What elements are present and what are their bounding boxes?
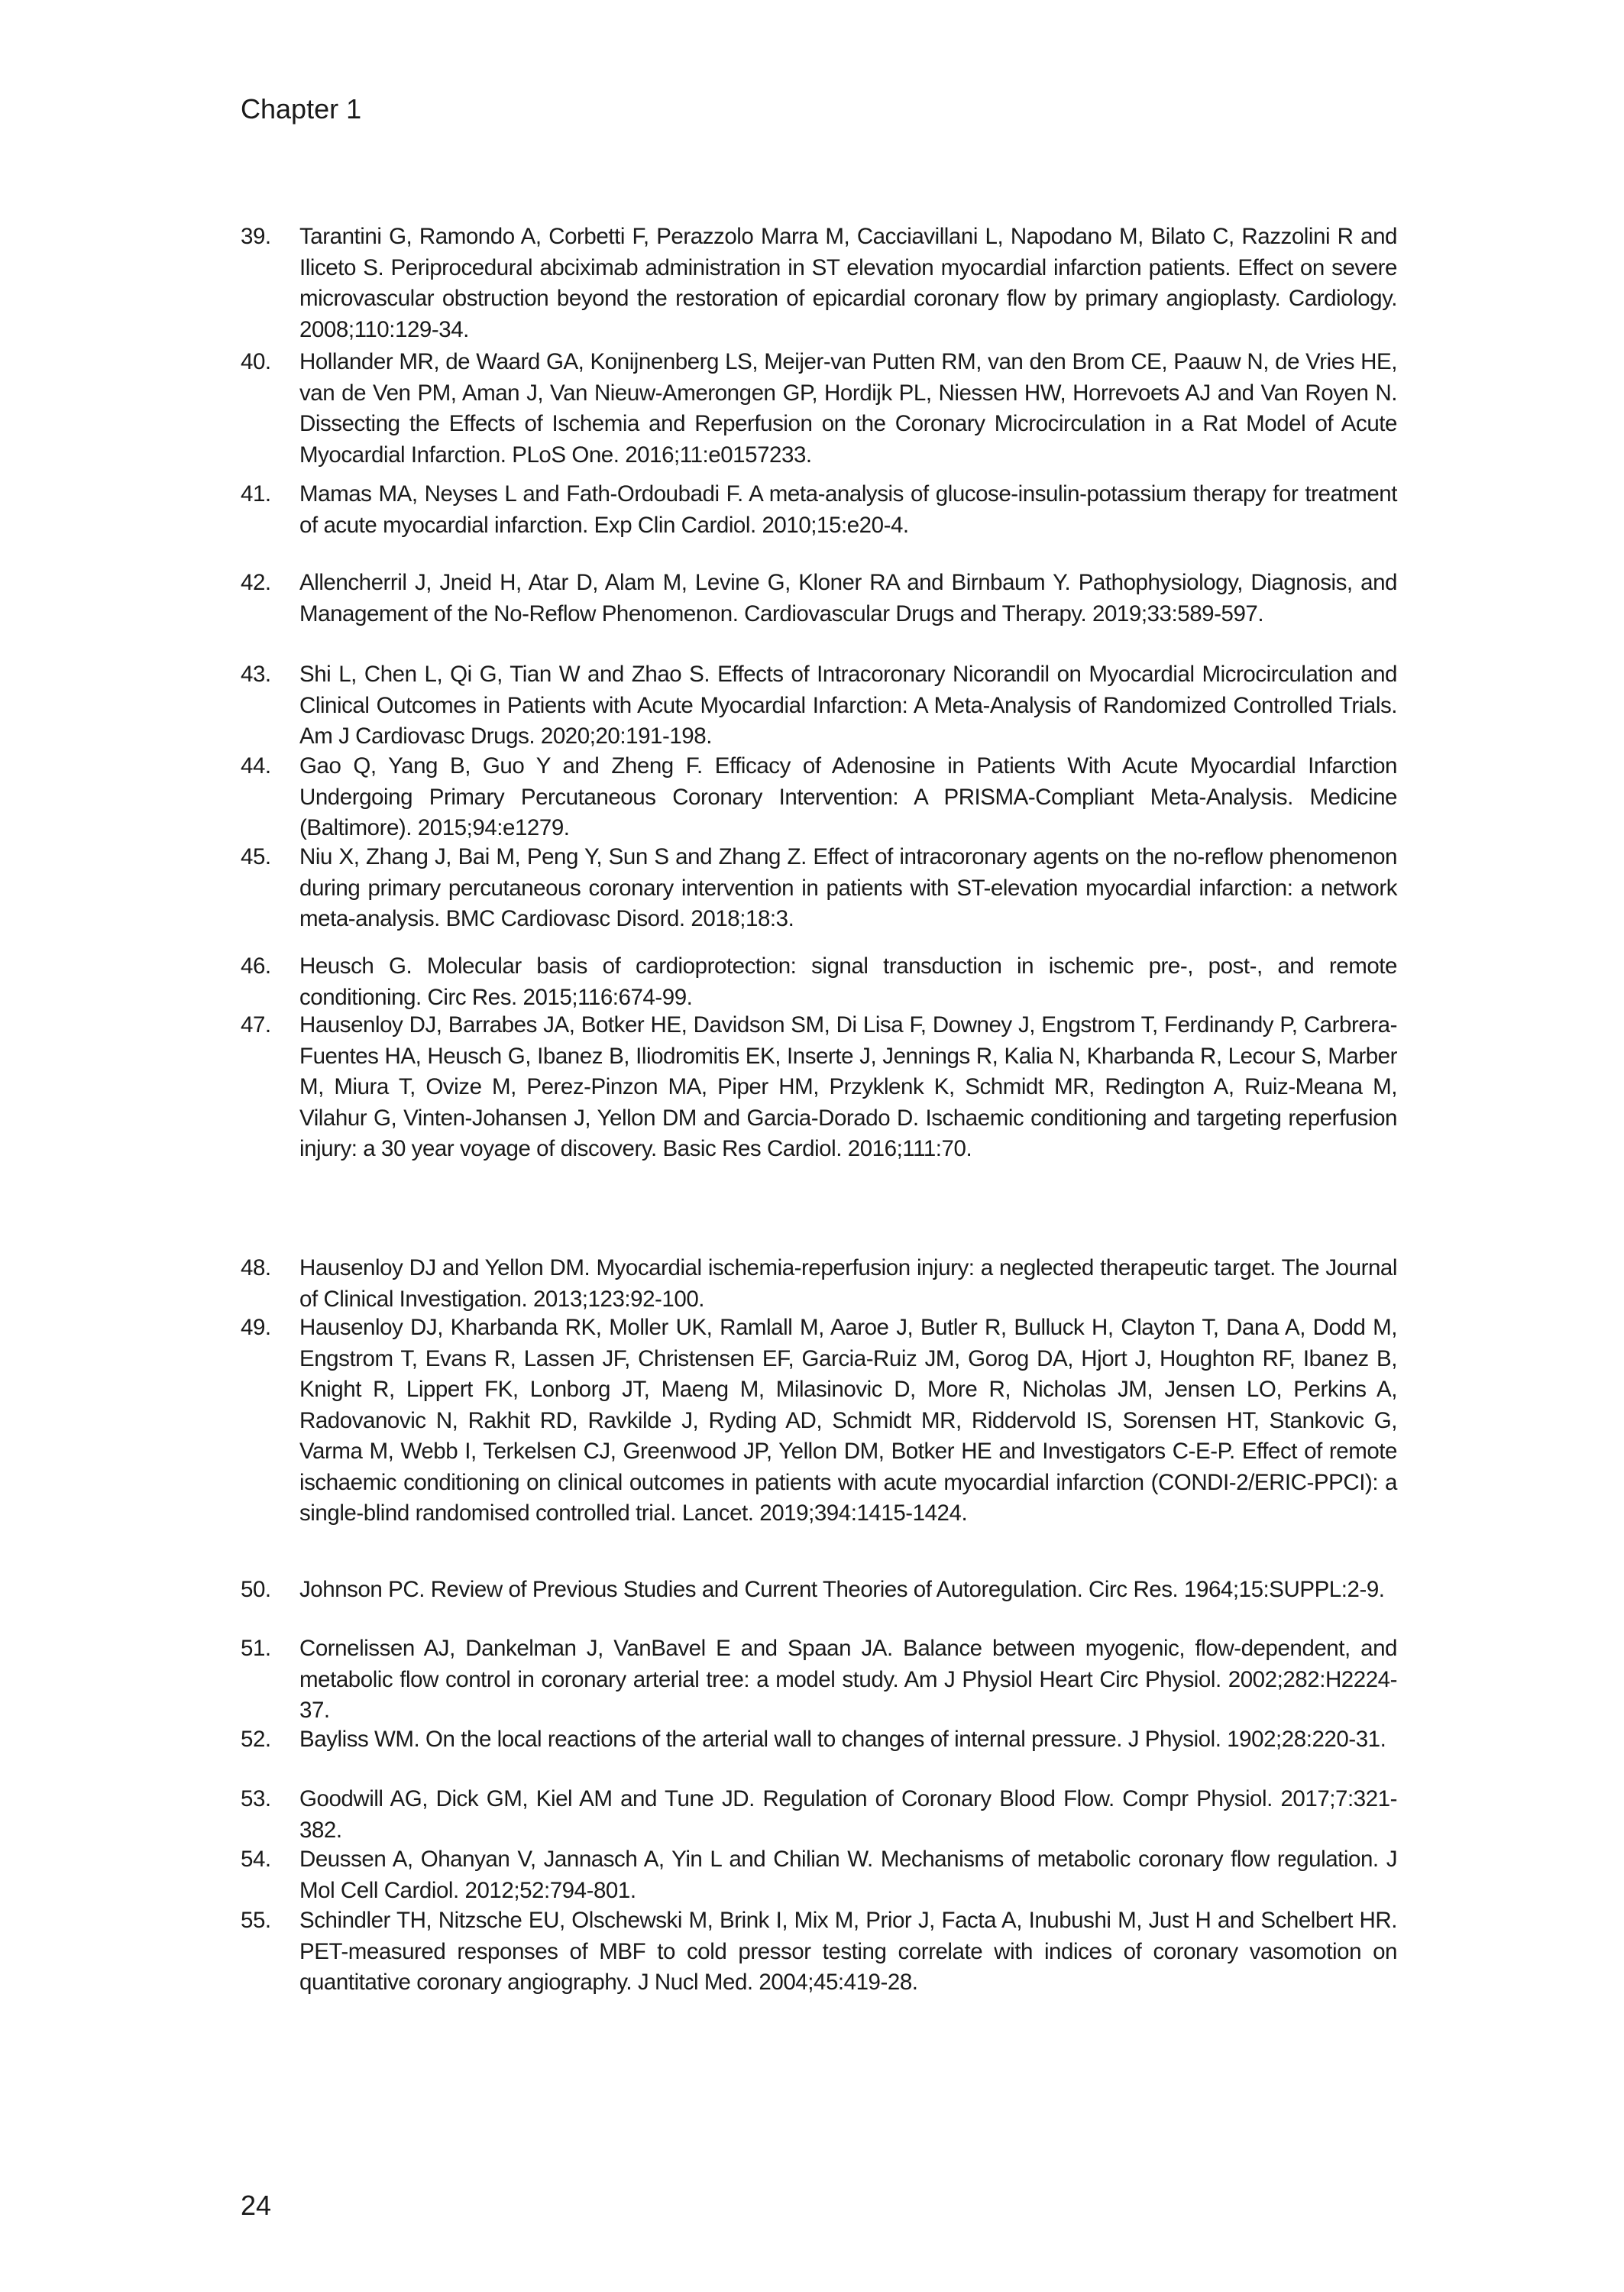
reference-text: Hausenloy DJ, Barrabes JA, Botker HE, Davidson SM, Di Lisa F, Downey J, Engstrom T, Ferdinandy P, Carbrera-Fuentes HA, Heusch G, Ibanez B, Iliodromitis EK, Inserte J, Jennings R, Kalia N, Kharbanda R, Lecour S, Marber M, Miura T, Ovize M, Perez-Pinzon MA, Piper HM, Przyklenk K, Schmidt MR, Redington A, Ruiz-Meana M, Vilahur G, Vinten-Johansen J, Yellon DM and Garcia-Dorado D. Ischaemic conditioning and targeting reperfusion injury: a 30 year voyage of discovery. Basic Res Cardiol. 2016;111:70.: [299, 1012, 1397, 1161]
reference-text: Allencherril J, Jneid H, Atar D, Alam M, Levine G, Kloner RA and Birnbaum Y. Pathophysiology, Diagnosis, and Management of the No-Reflow Phenomenon. Cardiovascular Drugs and Therapy. 2019;33:589-597.: [299, 570, 1397, 626]
reference-item: [241, 1784, 1397, 1846]
reference-number: 49.: [241, 1315, 271, 1340]
reference-text: Tarantini G, Ramondo A, Corbetti F, Perazzolo Marra M, Cacciavillani L, Napodano M, Bilato C, Razzolini R and Iliceto S. Periprocedural abciximab administration in ST elevation myocardial infarction patients. Effect on severe microvascular obstruction beyond the restoration of epicardial coronary flow by primary angioplasty. Cardiology. 2008;110:129-34.: [299, 224, 1397, 342]
reference-number: 40.: [241, 349, 271, 374]
reference-text: Johnson PC. Review of Previous Studies and Current Theories of Autoregulation. Circ Res. 1964;15:SUPPL:2-9.: [299, 1577, 1385, 1602]
reference-text: Deussen A, Ohanyan V, Jannasch A, Yin L and Chilian W. Mechanisms of metabolic coronary flow regulation. J Mol Cell Cardiol. 2012;52:794-801.: [299, 1847, 1397, 1903]
reference-text: Gao Q, Yang B, Guo Y and Zheng F. Efficacy of Adenosine in Patients With Acute Myocardial Infarction Undergoing Primary Percutaneous Coronary Intervention: A PRISMA-Compliant Meta-Analysis. Medicine (Baltimore). 2015;94:e1279.: [299, 753, 1397, 840]
reference-text: Hollander MR, de Waard GA, Konijnenberg LS, Meijer-van Putten RM, van den Brom CE, Paauw N, de Vries HE, van de Ven PM, Aman J, Van Nieuw-Amerongen GP, Hordijk PL, Niessen HW, Horrevoets AJ and Van Royen N. Dissecting the Effects of Ischemia and Reperfusion on the Coronary Microcirculation in a Rat Model of Acute Myocardial Infarction. PLoS One. 2016;11:e0157233.: [299, 349, 1397, 468]
reference-text: Heusch G. Molecular basis of cardioprotection: signal transduction in ischemic pre-, post-, and remote conditioning. Circ Res. 2015;116:674-99.: [299, 953, 1397, 1010]
reference-text: Cornelissen AJ, Dankelman J, VanBavel E and Spaan JA. Balance between myogenic, flow-dependent, and metabolic flow control in coronary arterial tree: a model study. Am J Physiol Heart Circ Physiol. 2002;282:H2224-37.: [299, 1636, 1397, 1723]
reference-item: [241, 1253, 1397, 1315]
reference-number: 41.: [241, 481, 271, 507]
reference-number: 51.: [241, 1636, 271, 1661]
reference-item: [241, 222, 1397, 345]
chapter-heading: Chapter 1: [241, 93, 362, 125]
reference-item: [241, 1905, 1397, 1999]
reference-number: 53.: [241, 1786, 271, 1811]
reference-number: 54.: [241, 1847, 271, 1872]
reference-text: Niu X, Zhang J, Bai M, Peng Y, Sun S and Zhang Z. Effect of intracoronary agents on the no-reflow phenomenon during primary percutaneous coronary intervention in patients with ST-elevation myocardial infarction: a network meta-analysis. BMC Cardiovasc Disord. 2018;18:3.: [299, 844, 1397, 931]
reference-number: 45.: [241, 844, 271, 869]
reference-text: Schindler TH, Nitzsche EU, Olschewski M, Brink I, Mix M, Prior J, Facta A, Inubushi M, Just H and Schelbert HR. PET-measured responses of MBF to cold pressor testing correlate with indices of coronary vasomotion on quantitative coronary angiography. J Nucl Med. 2004;45:419-28.: [299, 1908, 1397, 1995]
reference-item: [241, 842, 1397, 935]
reference-item: [241, 1010, 1397, 1165]
reference-number: 50.: [241, 1577, 271, 1602]
reference-number: 55.: [241, 1908, 271, 1933]
reference-number: 47.: [241, 1012, 271, 1038]
reference-number: 44.: [241, 753, 271, 779]
reference-item: [241, 659, 1397, 753]
reference-number: 39.: [241, 224, 271, 249]
reference-text: Bayliss WM. On the local reactions of the arterial wall to changes of internal pressure. J Physiol. 1902;28:220-31.: [299, 1727, 1386, 1752]
reference-number: 42.: [241, 570, 271, 595]
reference-item: [241, 347, 1397, 471]
reference-text: Mamas MA, Neyses L and Fath-Ordoubadi F. A meta-analysis of glucose-insulin-potassium therapy for treatment of acute myocardial infarction. Exp Clin Cardiol. 2010;15:e20-4.: [299, 481, 1397, 538]
reference-item: [241, 568, 1397, 630]
reference-text: Shi L, Chen L, Qi G, Tian W and Zhao S. Effects of Intracoronary Nicorandil on Myocardial Microcirculation and Clinical Outcomes in Patients with Acute Myocardial Infarction: A Meta-Analysis of Randomized Controlled Trials. Am J Cardiovasc Drugs. 2020;20:191-198.: [299, 662, 1397, 749]
reference-item: [241, 951, 1397, 1013]
reference-text: Hausenloy DJ and Yellon DM. Myocardial ischemia-reperfusion injury: a neglected therapeutic target. The Journal of Clinical Investigation. 2013;123:92-100.: [299, 1255, 1397, 1312]
reference-text: Hausenloy DJ, Kharbanda RK, Moller UK, Ramlall M, Aaroe J, Butler R, Bulluck H, Clayton T, Dana A, Dodd M, Engstrom T, Evans R, Lassen JF, Christensen EF, Garcia-Ruiz JM, Gorog DA, Hjort J, Houghton RF, Ibanez B, Knight R, Lippert FK, Lonborg JT, Maeng M, Milasinovic D, More R, Nicholas JM, Jensen LO, Perkins A, Radovanovic N, Rakhit RD, Ravkilde J, Ryding AD, Schmidt MR, Riddervold IS, Sorensen HT, Stankovic G, Varma M, Webb I, Terkelsen CJ, Greenwood JP, Yellon DM, Botker HE and Investigators C-E-P. Effect of remote ischaemic conditioning on clinical outcomes in patients with acute myocardial infarction (CONDI-2/ERIC-PPCI): a single-blind randomised controlled trial. Lancet. 2019;394:1415-1424.: [299, 1315, 1397, 1526]
reference-item: [241, 1844, 1397, 1906]
reference-number: 48.: [241, 1255, 271, 1280]
page-number: 24: [241, 2190, 272, 2221]
reference-item: [241, 479, 1397, 541]
reference-number: 52.: [241, 1727, 271, 1752]
reference-item: [241, 1724, 1397, 1756]
reference-number: 43.: [241, 662, 271, 687]
reference-number: 46.: [241, 953, 271, 979]
reference-item: [241, 1313, 1397, 1530]
reference-text: Goodwill AG, Dick GM, Kiel AM and Tune JD. Regulation of Coronary Blood Flow. Compr Physiol. 2017;7:321-382.: [299, 1786, 1397, 1843]
reference-item: [241, 1575, 1397, 1606]
reference-item: [241, 1633, 1397, 1727]
reference-item: [241, 751, 1397, 844]
